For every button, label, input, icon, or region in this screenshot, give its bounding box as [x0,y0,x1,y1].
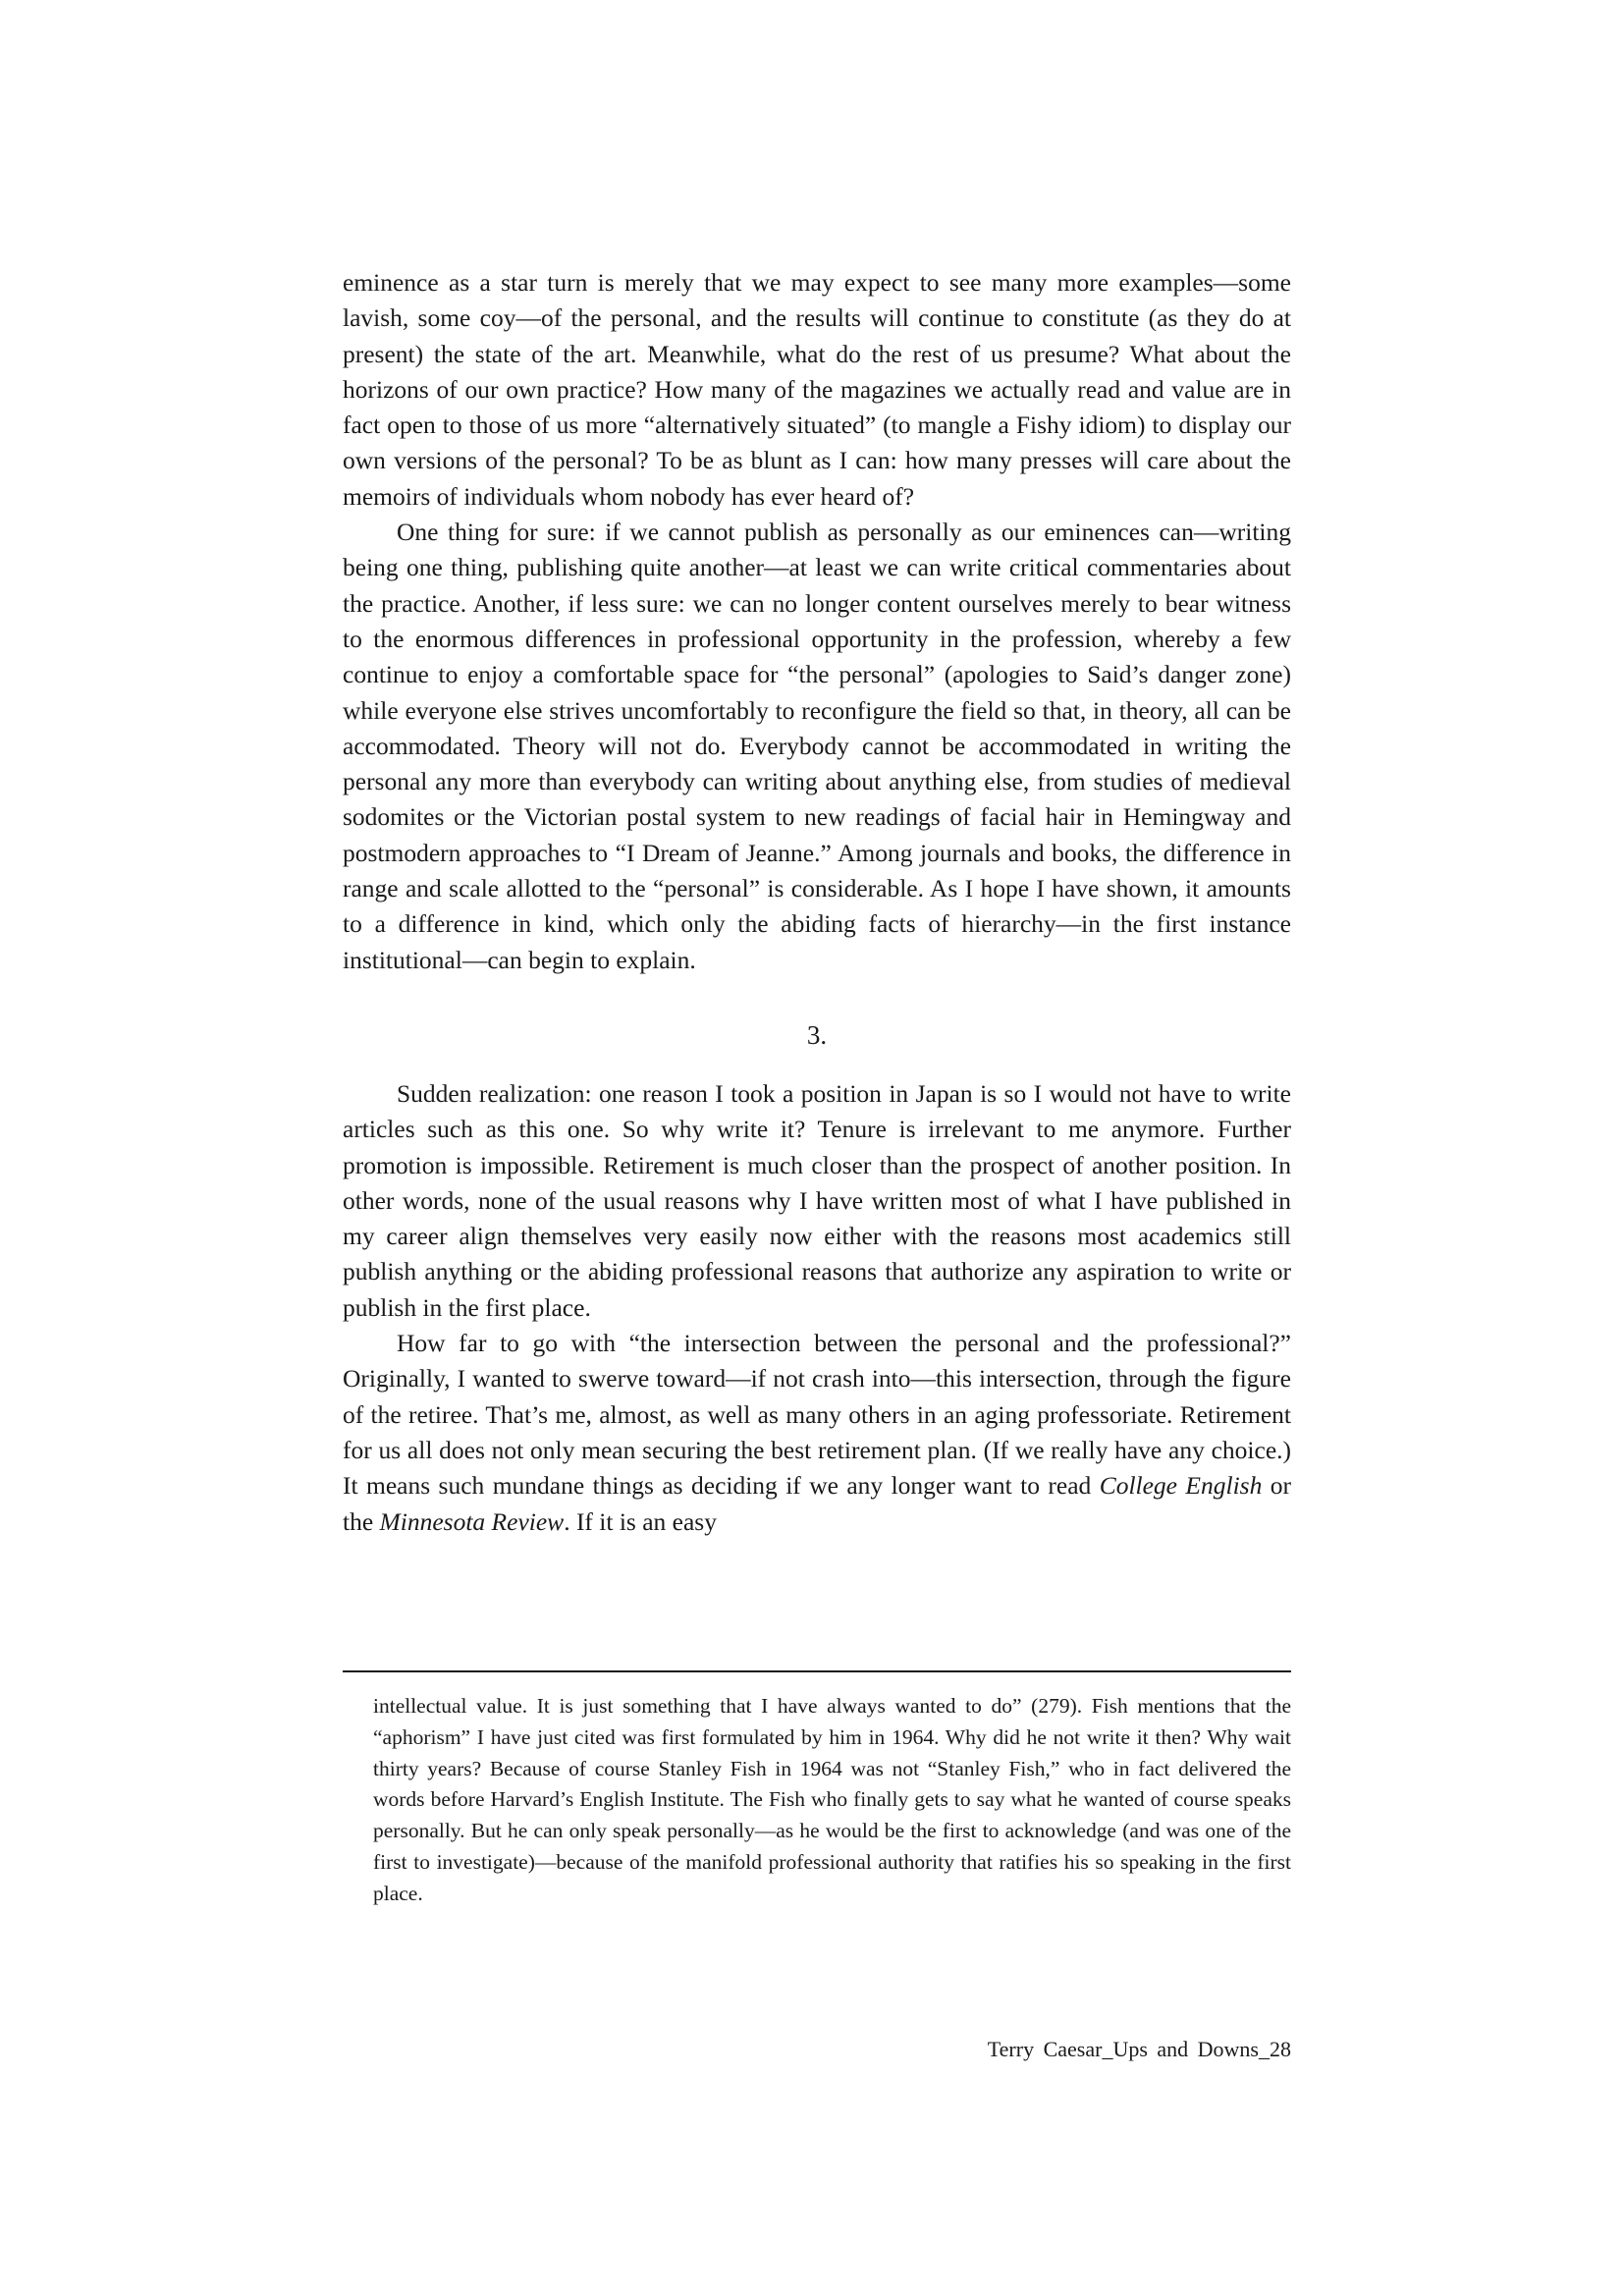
paragraph-how-far-mid: or the [343,1471,1291,1536]
journal-title-minnesota-review: Minnesota Review [379,1506,565,1536]
paragraph-sudden-realization: Sudden realization: one reason I took a position in Japan is so I would not have to write articles such as this one. So why write it? Tenure is irrelevant to me anymore. Further promotion is impossible. Retirement is much closer than the prospect of another position. In other words, none of the usual reasons why I have written most of what I have published in my career align themselves very easily now either with the reasons most academics still publish anything or the abiding professional reasons that authorize any aspiration to write or publish in the first place. [343,1078,1291,1322]
paragraph-how-far-end: . If it is an easy [564,1506,717,1536]
section-heading: 3. [806,1019,828,1050]
paragraph-continuation: eminence as a star turn is merely that we may expect to see many more examples—some lavish, some coy—of the personal, and the results will continue to constitute (as they do at present) the state of the art. Meanwhile, what do the rest of us presume? What about the horizons of our own practice? How many of the magazines we actually read and value are in fact open to those of us more “alternatively situated” (to mangle a Fishy idiom) to display our own versions of the personal? To be as blunt as I can: how many presses will care about the memoirs of individuals whom nobody has ever heard of? [343,268,1291,511]
page-body [343,265,1291,1540]
running-footer: Terry Caesar_Ups and Downs_28 [987,2037,1291,2061]
footnote-text: intellectual value. It is just something that I have always wanted to do” (279). Fish mentions that the “aphorism” I have just cited was first formulated by him in 1964. Why did he not write it then? Why wait thirty years? Because of course Stanley Fish in 1964 was not “Stanley Fish,” who in fact delivered the words before Harvard’s English Institute. The Fish who finally gets to say what he wanted of course speaks personally. But he can only speak personally—as he would be the first to acknowledge (and was one of the first to investigate)—because of the manifold professional authority that ratifies his so speaking in the first place. [373,1694,1291,1905]
footnote-separator [343,1670,1291,1672]
paragraph-how-far [343,1326,1291,1540]
journal-title-college-english: College English [1099,1471,1263,1501]
paragraph-how-far-text: How far to go with “the intersection between the personal and the professional?” Originally, I wanted to swerve toward—if not crash into—this intersection, through the figure of the retiree. That’s me, almost, as well as many others in an aging professoriate. Retirement for us all does not only mean securing the best retirement plan. (If we really have any choice.) It means such mundane things as deciding if we any longer want to read [343,1329,1291,1501]
paragraph-one-thing: One thing for sure: if we cannot publish as personally as our eminences can—writing being one thing, publishing quite another—at least we can write critical commentaries about the practice. Another, if less sure: we can no longer content ourselves merely to bear witness to the enormous differences in professional opportunity in the profession, whereby a few continue to enjoy a comfortable space for “the personal” (apologies to Said’s danger zone) while everyone else strives uncomfortably to reconfigure the field so that, in theory, all can be accommodated. Theory will not do. Everybody cannot be accommodated in writing the personal any more than everybody can writing about anything else, from studies of medieval sodomites or the Victorian postal system to new readings of facial hair in Hemingway and postmodern approaches to “I Dream of Jeanne.” Among journals and books, the difference in range and scale allotted to the “personal” is considerable. As I hope I have shown, it amounts to a difference in kind, which only the abiding facts of hierarchy—in the first instance institutional—can begin to explain. [343,518,1291,974]
